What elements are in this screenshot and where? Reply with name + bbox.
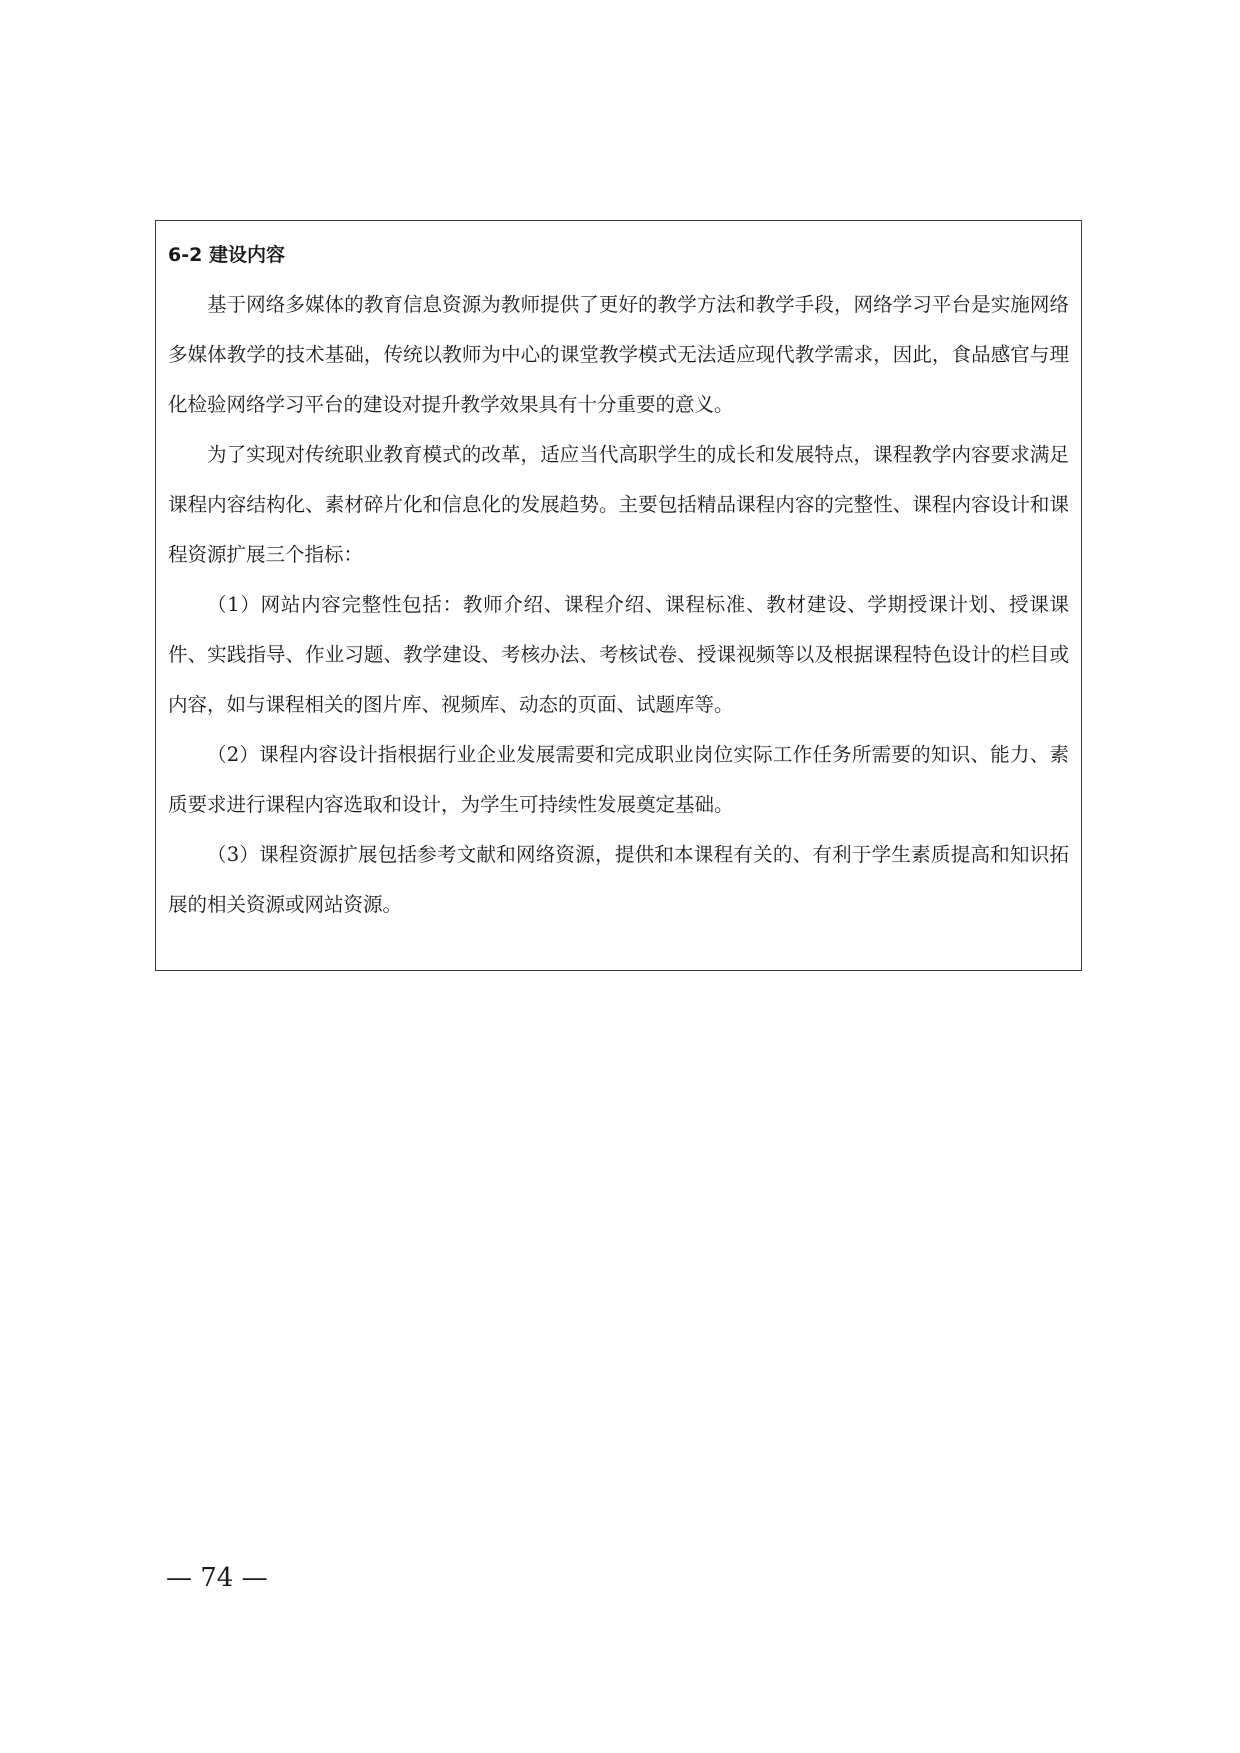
paragraph-item-2: （2）课程内容设计指根据行业企业发展需要和完成职业岗位实际工作任务所需要的知识、能力、素质要求进行课程内容选取和设计，为学生可持续性发展奠定基础。	[168, 743, 1069, 816]
paragraph-item-3: （3）课程资源扩展包括参考文献和网络资源，提供和本课程有关的、有利于学生素质提高和知识拓展的相关资源或网站资源。	[168, 843, 1069, 916]
section-heading: 6-2 建设内容	[168, 244, 285, 266]
paragraph-intro: 基于网络多媒体的教育信息资源为教师提供了更好的教学方法和教学手段，网络学习平台是实施网络多媒体教学的技术基础，传统以教师为中心的课堂教学模式无法适应现代教学需求，因此，食品感官与理化检验网络学习平台的建设对提升教学效果具有十分重要的意义。	[168, 293, 1069, 416]
content-table-cell	[155, 220, 1082, 971]
paragraph-item-1: （1）网站内容完整性包括：教师介绍、课程介绍、课程标准、教材建设、学期授课计划、授课课件、实践指导、作业习题、教学建设、考核办法、考核试卷、授课视频等以及根据课程特色设计的栏目或内容，如与课程相关的图片库、视频库、动态的页面、试题库等。	[168, 593, 1069, 716]
page-number: — 74 —	[166, 1563, 268, 1593]
paragraph-reform: 为了实现对传统职业教育模式的改革，适应当代高职学生的成长和发展特点，课程教学内容要求满足课程内容结构化、素材碎片化和信息化的发展趋势。主要包括精品课程内容的完整性、课程内容设计和课程资源扩展三个指标：	[168, 443, 1069, 566]
